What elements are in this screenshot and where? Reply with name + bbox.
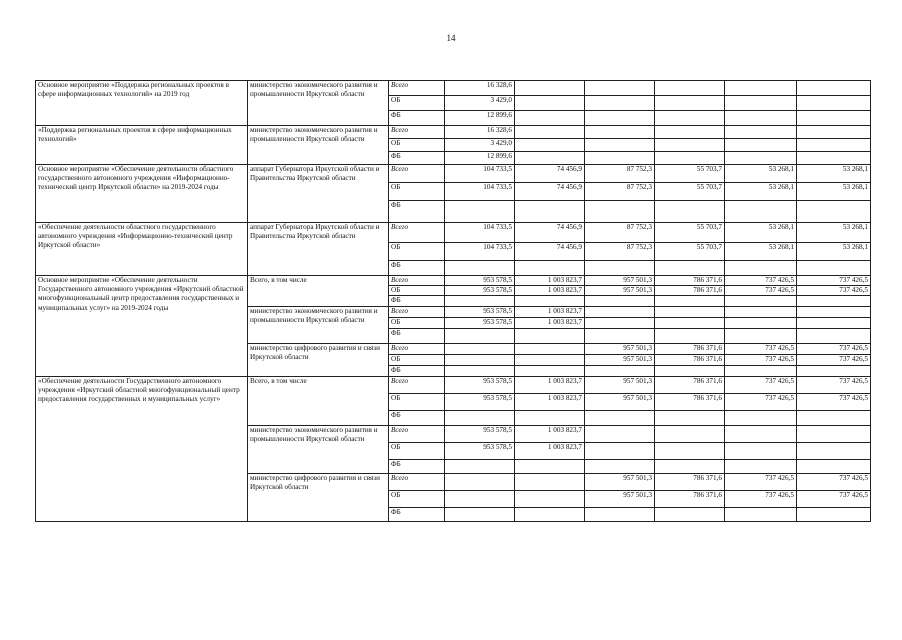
row-label: Основное мероприятие «Обеспечение деятельности Государственного автономного учреждения «Иркутский областной многофункциональный центр предоставления государственных и муниципальных услуг» на 2019-2024 годы (36, 276, 248, 377)
value-cell: 1 003 823,7 (515, 442, 585, 459)
value-cell: 1 003 823,7 (515, 317, 585, 328)
value-cell: 786 371,6 (655, 286, 725, 296)
row-label: «Обеспечение деятельности Государственного автономного учреждения «Иркутский областной многофункциональный центр предоставления государственных и муниципальных услуг» (36, 376, 248, 521)
level-label: ОБ (389, 442, 445, 459)
executor-cell: министерство экономического развития и промышленности Иркутской области (248, 81, 389, 126)
level-label: ОБ (389, 96, 445, 111)
value-cell: 957 501,3 (585, 473, 655, 490)
level-label: ОБ (389, 490, 445, 507)
value-cell: 55 703,7 (655, 223, 725, 243)
executor-cell: аппарат Губернатора Иркутской области и Правительства Иркутской области (248, 223, 389, 276)
value-cell: 55 703,7 (655, 165, 725, 183)
value-cell: 957 501,3 (585, 393, 655, 410)
value-cell: 737 426,5 (797, 490, 871, 507)
value-cell: 786 371,6 (655, 473, 725, 490)
value-cell: 104 733,5 (445, 165, 515, 183)
value-cell: 957 501,3 (585, 343, 655, 354)
row-label: «Поддержка региональных проектов в сфере информационных технологий» (36, 126, 248, 165)
value-cell: 1 003 823,7 (515, 276, 585, 286)
value-cell: 786 371,6 (655, 393, 725, 410)
value-cell: 1 003 823,7 (515, 306, 585, 317)
value-cell: 786 371,6 (655, 343, 725, 354)
value-cell: 737 426,5 (797, 276, 871, 286)
level-label: Всего (389, 276, 445, 286)
value-cell: 953 578,5 (445, 442, 515, 459)
value-cell: 53 268,1 (797, 223, 871, 243)
value-cell: 737 426,5 (797, 393, 871, 410)
value-cell: 87 752,3 (585, 243, 655, 261)
value-cell: 55 703,7 (655, 243, 725, 261)
value-cell: 1 003 823,7 (515, 376, 585, 393)
value-cell: 953 578,5 (445, 286, 515, 296)
level-label: Всего (389, 473, 445, 490)
page-number: 14 (446, 33, 456, 43)
level-label: Всего (389, 425, 445, 442)
value-cell: 55 703,7 (655, 183, 725, 201)
value-cell: 74 456,9 (515, 223, 585, 243)
value-cell: 74 456,9 (515, 165, 585, 183)
executor-cell: министерство цифрового развития и связи Иркутской области (248, 473, 389, 521)
row-label: Основное мероприятие «Поддержка региональных проектов в сфере информационных технологий» на 2019 год (36, 81, 248, 126)
value-cell: 957 501,3 (585, 376, 655, 393)
value-cell: 12 899,6 (445, 152, 515, 165)
table-row (36, 376, 871, 393)
level-label: ФБ (389, 328, 445, 343)
level-label: ФБ (389, 459, 445, 473)
value-cell: 953 578,5 (445, 276, 515, 286)
value-cell: 1 003 823,7 (515, 425, 585, 442)
level-label: ОБ (389, 139, 445, 152)
value-cell: 87 752,3 (585, 183, 655, 201)
value-cell: 53 268,1 (797, 243, 871, 261)
level-label: ОБ (389, 317, 445, 328)
value-cell: 16 328,6 (445, 126, 515, 139)
value-cell: 87 752,3 (585, 223, 655, 243)
value-cell: 53 268,1 (725, 223, 797, 243)
value-cell: 953 578,5 (445, 393, 515, 410)
value-cell: 3 429,0 (445, 139, 515, 152)
value-cell: 737 426,5 (797, 376, 871, 393)
level-label: Всего (389, 343, 445, 354)
level-label: Всего (389, 81, 445, 96)
value-cell: 957 501,3 (585, 354, 655, 365)
level-label: Всего (389, 306, 445, 317)
value-cell: 104 733,5 (445, 183, 515, 201)
value-cell: 786 371,6 (655, 354, 725, 365)
level-label: ОБ (389, 393, 445, 410)
table-row (36, 165, 871, 183)
value-cell: 53 268,1 (725, 165, 797, 183)
value-cell: 953 578,5 (445, 376, 515, 393)
level-label: ОБ (389, 243, 445, 261)
table-row (36, 81, 871, 96)
executor-cell: министерство экономического развития и промышленности Иркутской области (248, 306, 389, 343)
table-row (36, 276, 871, 286)
level-label: Всего (389, 126, 445, 139)
value-cell: 737 426,5 (725, 376, 797, 393)
value-cell: 957 501,3 (585, 276, 655, 286)
value-cell: 104 733,5 (445, 243, 515, 261)
level-label: ФБ (389, 201, 445, 223)
value-cell: 74 456,9 (515, 243, 585, 261)
level-label: ОБ (389, 183, 445, 201)
level-label: Всего (389, 223, 445, 243)
value-cell: 53 268,1 (725, 183, 797, 201)
value-cell: 104 733,5 (445, 223, 515, 243)
value-cell: 786 371,6 (655, 376, 725, 393)
value-cell: 737 426,5 (725, 393, 797, 410)
value-cell: 53 268,1 (797, 165, 871, 183)
value-cell: 786 371,6 (655, 490, 725, 507)
level-label: Всего (389, 165, 445, 183)
level-label: ФБ (389, 410, 445, 425)
level-label: ФБ (389, 111, 445, 126)
executor-cell: министерство экономического развития и промышленности Иркутской области (248, 126, 389, 165)
value-cell: 737 426,5 (797, 354, 871, 365)
value-cell: 737 426,5 (725, 473, 797, 490)
value-cell: 737 426,5 (725, 343, 797, 354)
value-cell: 1 003 823,7 (515, 286, 585, 296)
executor-cell: аппарат Губернатора Иркутской области и Правительства Иркутской области (248, 165, 389, 223)
value-cell: 953 578,5 (445, 306, 515, 317)
row-label: «Обеспечение деятельности областного государственного автономного учреждения «Информационно-технический центр Иркутской области» (36, 223, 248, 276)
executor-cell: министерство цифрового развития и связи Иркутской области (248, 343, 389, 376)
value-cell: 953 578,5 (445, 425, 515, 442)
table-row (36, 223, 871, 243)
level-label: ОБ (389, 354, 445, 365)
value-cell: 737 426,5 (725, 354, 797, 365)
level-label: ФБ (389, 507, 445, 521)
value-cell: 957 501,3 (585, 286, 655, 296)
value-cell: 737 426,5 (797, 286, 871, 296)
level-label: ФБ (389, 365, 445, 376)
value-cell: 74 456,9 (515, 183, 585, 201)
level-label: ФБ (389, 261, 445, 276)
level-label: ФБ (389, 296, 445, 306)
value-cell: 737 426,5 (797, 473, 871, 490)
budget-table (35, 80, 871, 522)
executor-cell: министерство экономического развития и промышленности Иркутской области (248, 425, 389, 473)
value-cell: 1 003 823,7 (515, 393, 585, 410)
executor-cell: Всего, в том числе (248, 276, 389, 307)
value-cell: 957 501,3 (585, 490, 655, 507)
value-cell: 737 426,5 (725, 490, 797, 507)
value-cell: 737 426,5 (797, 343, 871, 354)
level-label: ОБ (389, 286, 445, 296)
value-cell: 87 752,3 (585, 165, 655, 183)
value-cell: 737 426,5 (725, 286, 797, 296)
level-label: Всего (389, 376, 445, 393)
value-cell: 3 429,0 (445, 96, 515, 111)
value-cell: 16 328,6 (445, 81, 515, 96)
value-cell: 12 899,6 (445, 111, 515, 126)
value-cell: 953 578,5 (445, 317, 515, 328)
value-cell: 737 426,5 (725, 276, 797, 286)
executor-cell: Всего, в том числе (248, 376, 389, 425)
row-label: Основное мероприятие «Обеспечение деятельности областного государственного автономного учреждения «Информационно-технический центр Иркутской области» на 2019-2024 годы (36, 165, 248, 223)
table-row (36, 126, 871, 139)
value-cell: 786 371,6 (655, 276, 725, 286)
value-cell: 53 268,1 (797, 183, 871, 201)
value-cell: 53 268,1 (725, 243, 797, 261)
level-label: ФБ (389, 152, 445, 165)
